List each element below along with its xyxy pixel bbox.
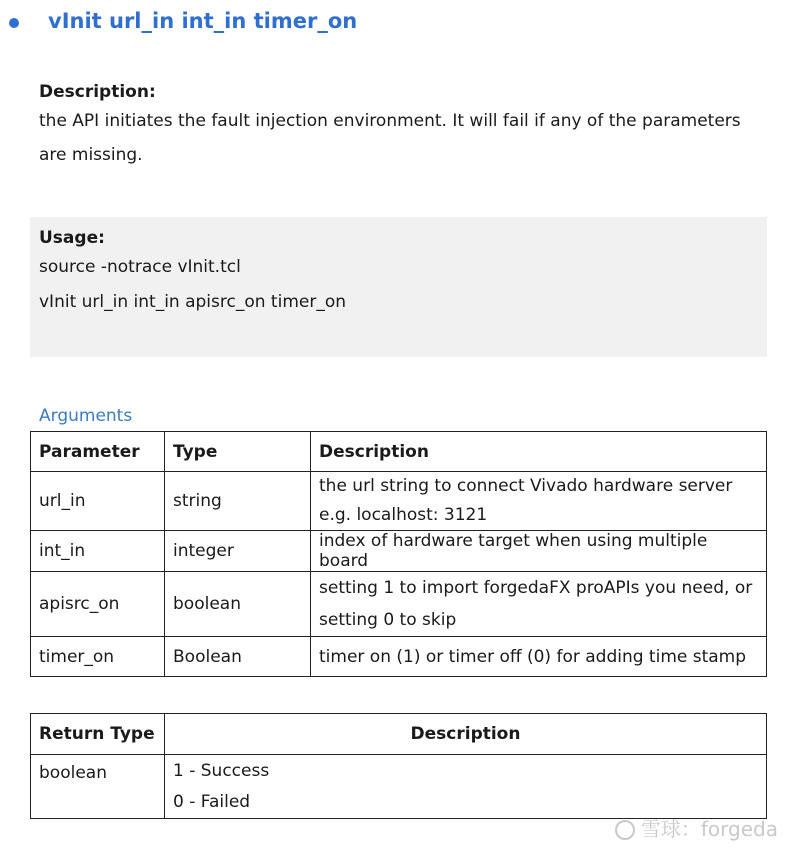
desc-line: the url string to connect Vivado hardware server	[319, 476, 733, 496]
table-row	[31, 755, 767, 819]
type-cell: Boolean	[165, 637, 311, 677]
usage-line: vInit url_in int_in apisrc_on timer_on	[39, 292, 346, 312]
snowball-logo-icon	[615, 820, 635, 840]
table-row	[31, 637, 767, 677]
desc-line: setting 0 to skip	[319, 610, 457, 630]
description-text: the API initiates the fault injection environment. It will fail if any of the parameters are missing.	[39, 111, 741, 165]
param-cell: url_in	[31, 472, 165, 531]
desc-cell	[311, 637, 767, 677]
desc-line: index of hardware target when using multiple board	[319, 531, 708, 571]
return-type-cell: boolean	[31, 755, 165, 819]
table-row	[31, 531, 767, 572]
usage-label: Usage:	[39, 228, 105, 248]
watermark	[615, 813, 778, 842]
table-header-row	[31, 432, 767, 472]
desc-cell	[311, 472, 767, 531]
type-cell: string	[165, 472, 311, 531]
return-line: 0 - Failed	[173, 791, 251, 812]
description-section	[39, 82, 769, 172]
desc-cell	[311, 572, 767, 637]
type-cell: boolean	[165, 572, 311, 637]
usage-box	[30, 217, 767, 357]
param-cell: apisrc_on	[31, 572, 165, 637]
desc-line: setting 1 to import forgedaFX proAPIs you need, or	[319, 578, 753, 598]
header-type: Type	[165, 432, 311, 472]
desc-line: timer on (1) or timer off (0) for adding time stamp	[319, 646, 747, 667]
return-line: 1 - Success	[173, 760, 270, 781]
header-return-description: Description	[165, 714, 767, 755]
table-header-row	[31, 714, 767, 755]
arguments-table	[30, 431, 767, 677]
return-table	[30, 713, 767, 819]
header-parameter: Parameter	[31, 432, 165, 472]
return-desc-cell	[165, 755, 767, 819]
header-description: Description	[311, 432, 767, 472]
description-label: Description:	[39, 82, 156, 102]
desc-cell	[311, 531, 767, 572]
type-cell: integer	[165, 531, 311, 572]
desc-line: e.g. localhost: 3121	[319, 505, 488, 525]
param-cell: int_in	[31, 531, 165, 572]
bullet-icon	[9, 18, 19, 28]
header-return-type: Return Type	[31, 714, 165, 755]
api-title: vInit url_in int_in timer_on	[48, 9, 358, 33]
table-row	[31, 472, 767, 531]
watermark-text: 雪球：forgeda	[640, 817, 778, 841]
param-cell: timer_on	[31, 637, 165, 677]
table-row	[31, 572, 767, 637]
arguments-caption: Arguments	[39, 406, 133, 426]
usage-line: source -notrace vInit.tcl	[39, 257, 241, 277]
